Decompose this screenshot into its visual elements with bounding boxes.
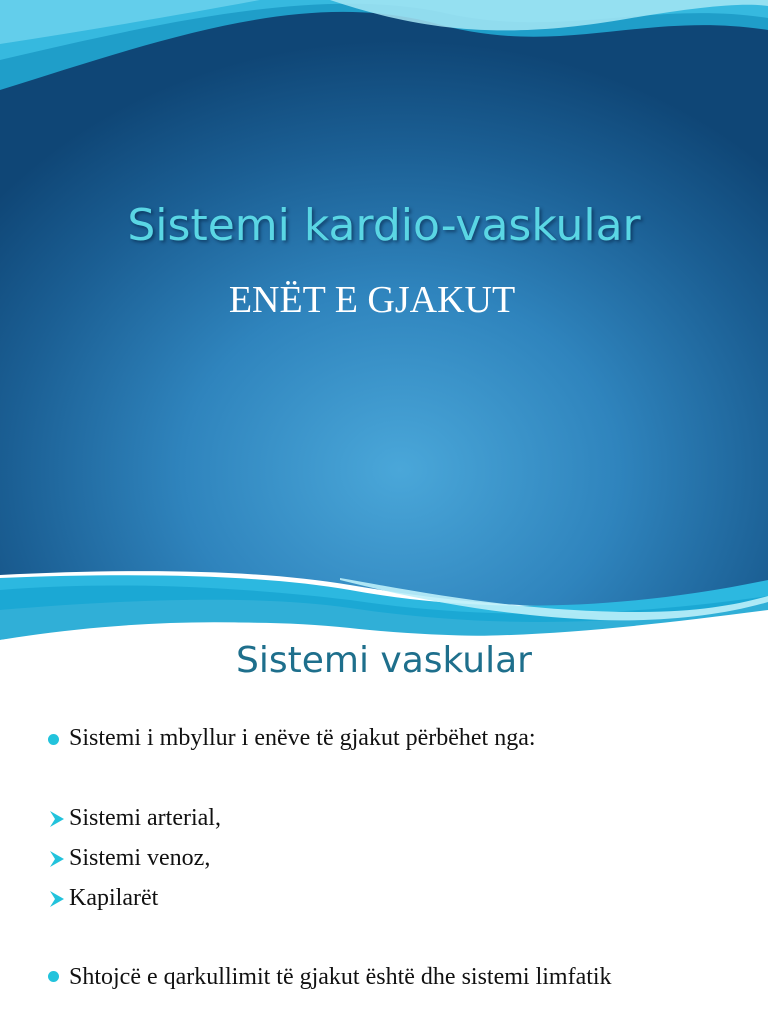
arrow-bullet-icon (48, 809, 66, 829)
slide-subtitle: ENËT E GJAKUT (228, 279, 516, 321)
bullet-text: Shtojcë e qarkullimit të gjakut është dhe sistemi limfatik (69, 964, 612, 990)
bullet-text: Sistemi i mbyllur i enëve të gjakut përbëhet nga: (69, 725, 536, 751)
sub-bullet-item (48, 805, 221, 832)
sub-bullet-item (48, 885, 158, 912)
bullet-dot-icon (48, 971, 59, 982)
sub-bullet-text: Sistemi arterial, (69, 805, 221, 831)
sub-bullet-text: Sistemi venoz, (69, 845, 211, 871)
arrow-bullet-icon (48, 849, 66, 869)
arrow-bullet-icon (48, 889, 66, 909)
sub-bullet-text: Kapilarët (69, 885, 159, 911)
bullet-item (48, 725, 536, 752)
content-slide-title: Sistemi vaskular (236, 640, 532, 681)
content-slide (0, 640, 768, 1024)
bullet-dot-icon (48, 734, 59, 745)
sub-bullet-item (48, 845, 210, 872)
bullet-item (48, 962, 669, 993)
slide-title: Sistemi kardio-vaskular (127, 200, 641, 251)
